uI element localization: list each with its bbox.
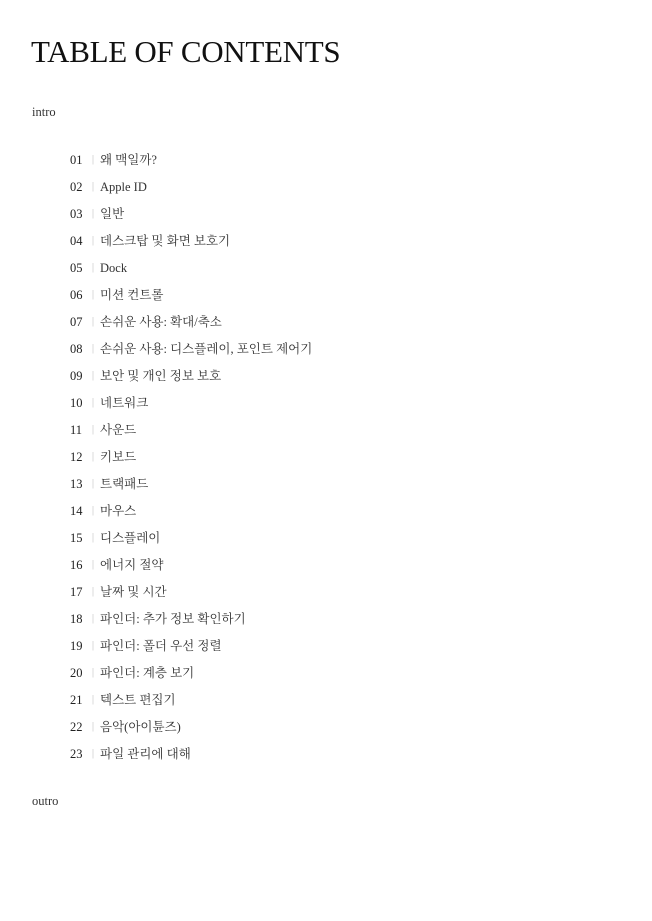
entry-separator: | (91, 423, 94, 435)
entry-title: 키보드 (100, 449, 137, 464)
toc-entry (70, 227, 312, 254)
toc-entry (70, 740, 312, 767)
entry-separator: | (91, 585, 94, 597)
entry-title: 데스크탑 및 화면 보호기 (100, 233, 231, 248)
entry-title: 미션 컨트롤 (100, 287, 164, 302)
entry-number: 12 (70, 449, 83, 464)
entry-title: 디스플레이 (100, 530, 161, 545)
entry-title: 네트워크 (100, 395, 149, 410)
entry-title: 일반 (100, 206, 125, 221)
entry-title: 파인더: 폴더 우선 정렬 (100, 638, 222, 653)
entry-separator: | (91, 315, 94, 327)
entry-title: 텍스트 편집기 (100, 692, 176, 707)
entry-number: 01 (70, 152, 83, 167)
entry-separator: | (91, 666, 94, 678)
toc-entry (70, 281, 312, 308)
entry-title: 파인더: 계층 보기 (100, 665, 195, 680)
entry-title: 파일 관리에 대해 (100, 746, 191, 761)
intro-section-label: intro (32, 105, 56, 119)
entry-title: 손쉬운 사용: 확대/축소 (100, 314, 222, 329)
entry-number: 08 (70, 341, 83, 356)
entry-title: 보안 및 개인 정보 보호 (100, 368, 222, 383)
entry-number: 16 (70, 557, 83, 572)
entry-title: 파인더: 추가 정보 확인하기 (100, 611, 246, 626)
entry-number: 10 (70, 395, 83, 410)
toc-entry (70, 146, 312, 173)
entry-title: 음악(아이튠즈) (100, 719, 181, 734)
entry-separator: | (91, 531, 94, 543)
entry-number: 17 (70, 584, 83, 599)
entry-separator: | (91, 639, 94, 651)
entry-separator: | (91, 450, 94, 462)
entry-number: 06 (70, 287, 83, 302)
entry-title: 트랙패드 (100, 476, 149, 491)
entry-number: 13 (70, 476, 83, 491)
entry-number: 15 (70, 530, 83, 545)
entry-separator: | (91, 477, 94, 489)
entry-number: 23 (70, 746, 83, 761)
entry-separator: | (91, 180, 94, 192)
entry-separator: | (91, 720, 94, 732)
entry-number: 05 (70, 260, 83, 275)
entry-number: 02 (70, 179, 83, 194)
toc-entry (70, 659, 312, 686)
toc-entry (70, 497, 312, 524)
entry-number: 20 (70, 665, 83, 680)
toc-entry (70, 308, 312, 335)
outro-section-label: outro (32, 794, 59, 808)
entry-number: 22 (70, 719, 83, 734)
entry-number: 14 (70, 503, 83, 518)
entry-number: 11 (70, 422, 83, 437)
entry-number: 19 (70, 638, 83, 653)
entry-separator: | (91, 504, 94, 516)
entry-number: 09 (70, 368, 83, 383)
entry-title: 에너지 절약 (100, 557, 164, 572)
page-title: TABLE OF CONTENTS (31, 34, 341, 69)
entry-number: 07 (70, 314, 83, 329)
entry-separator: | (91, 288, 94, 300)
toc-entry (70, 524, 312, 551)
entry-number: 21 (70, 692, 83, 707)
entry-separator: | (91, 207, 94, 219)
entry-separator: | (91, 612, 94, 624)
entry-number: 18 (70, 611, 83, 626)
entry-title: 사운드 (100, 422, 137, 437)
toc-entry (70, 632, 312, 659)
toc-entry (70, 551, 312, 578)
entry-separator: | (91, 369, 94, 381)
entry-separator: | (91, 693, 94, 705)
toc-entry (70, 578, 312, 605)
toc-entry (70, 713, 312, 740)
entry-title: 마우스 (100, 503, 137, 518)
toc-list (70, 146, 312, 767)
toc-entry (70, 254, 312, 281)
entry-title: 날짜 및 시간 (100, 584, 167, 599)
entry-number: 03 (70, 206, 83, 221)
toc-entry (70, 173, 312, 200)
entry-separator: | (91, 153, 94, 165)
toc-entry (70, 416, 312, 443)
entry-separator: | (91, 234, 94, 246)
entry-separator: | (91, 396, 94, 408)
toc-entry (70, 686, 312, 713)
entry-title: 왜 맥일까? (100, 152, 157, 167)
toc-entry (70, 200, 312, 227)
entry-separator: | (91, 261, 94, 273)
entry-title: Dock (100, 260, 128, 275)
toc-entry (70, 362, 312, 389)
entry-separator: | (91, 342, 94, 354)
entry-separator: | (91, 747, 94, 759)
toc-entry (70, 470, 312, 497)
entry-title: Apple ID (100, 179, 147, 194)
toc-entry (70, 335, 312, 362)
toc-entry (70, 389, 312, 416)
entry-separator: | (91, 558, 94, 570)
entry-title: 손쉬운 사용: 디스플레이, 포인트 제어기 (100, 341, 313, 356)
toc-entry (70, 605, 312, 632)
toc-entry (70, 443, 312, 470)
entry-number: 04 (70, 233, 83, 248)
